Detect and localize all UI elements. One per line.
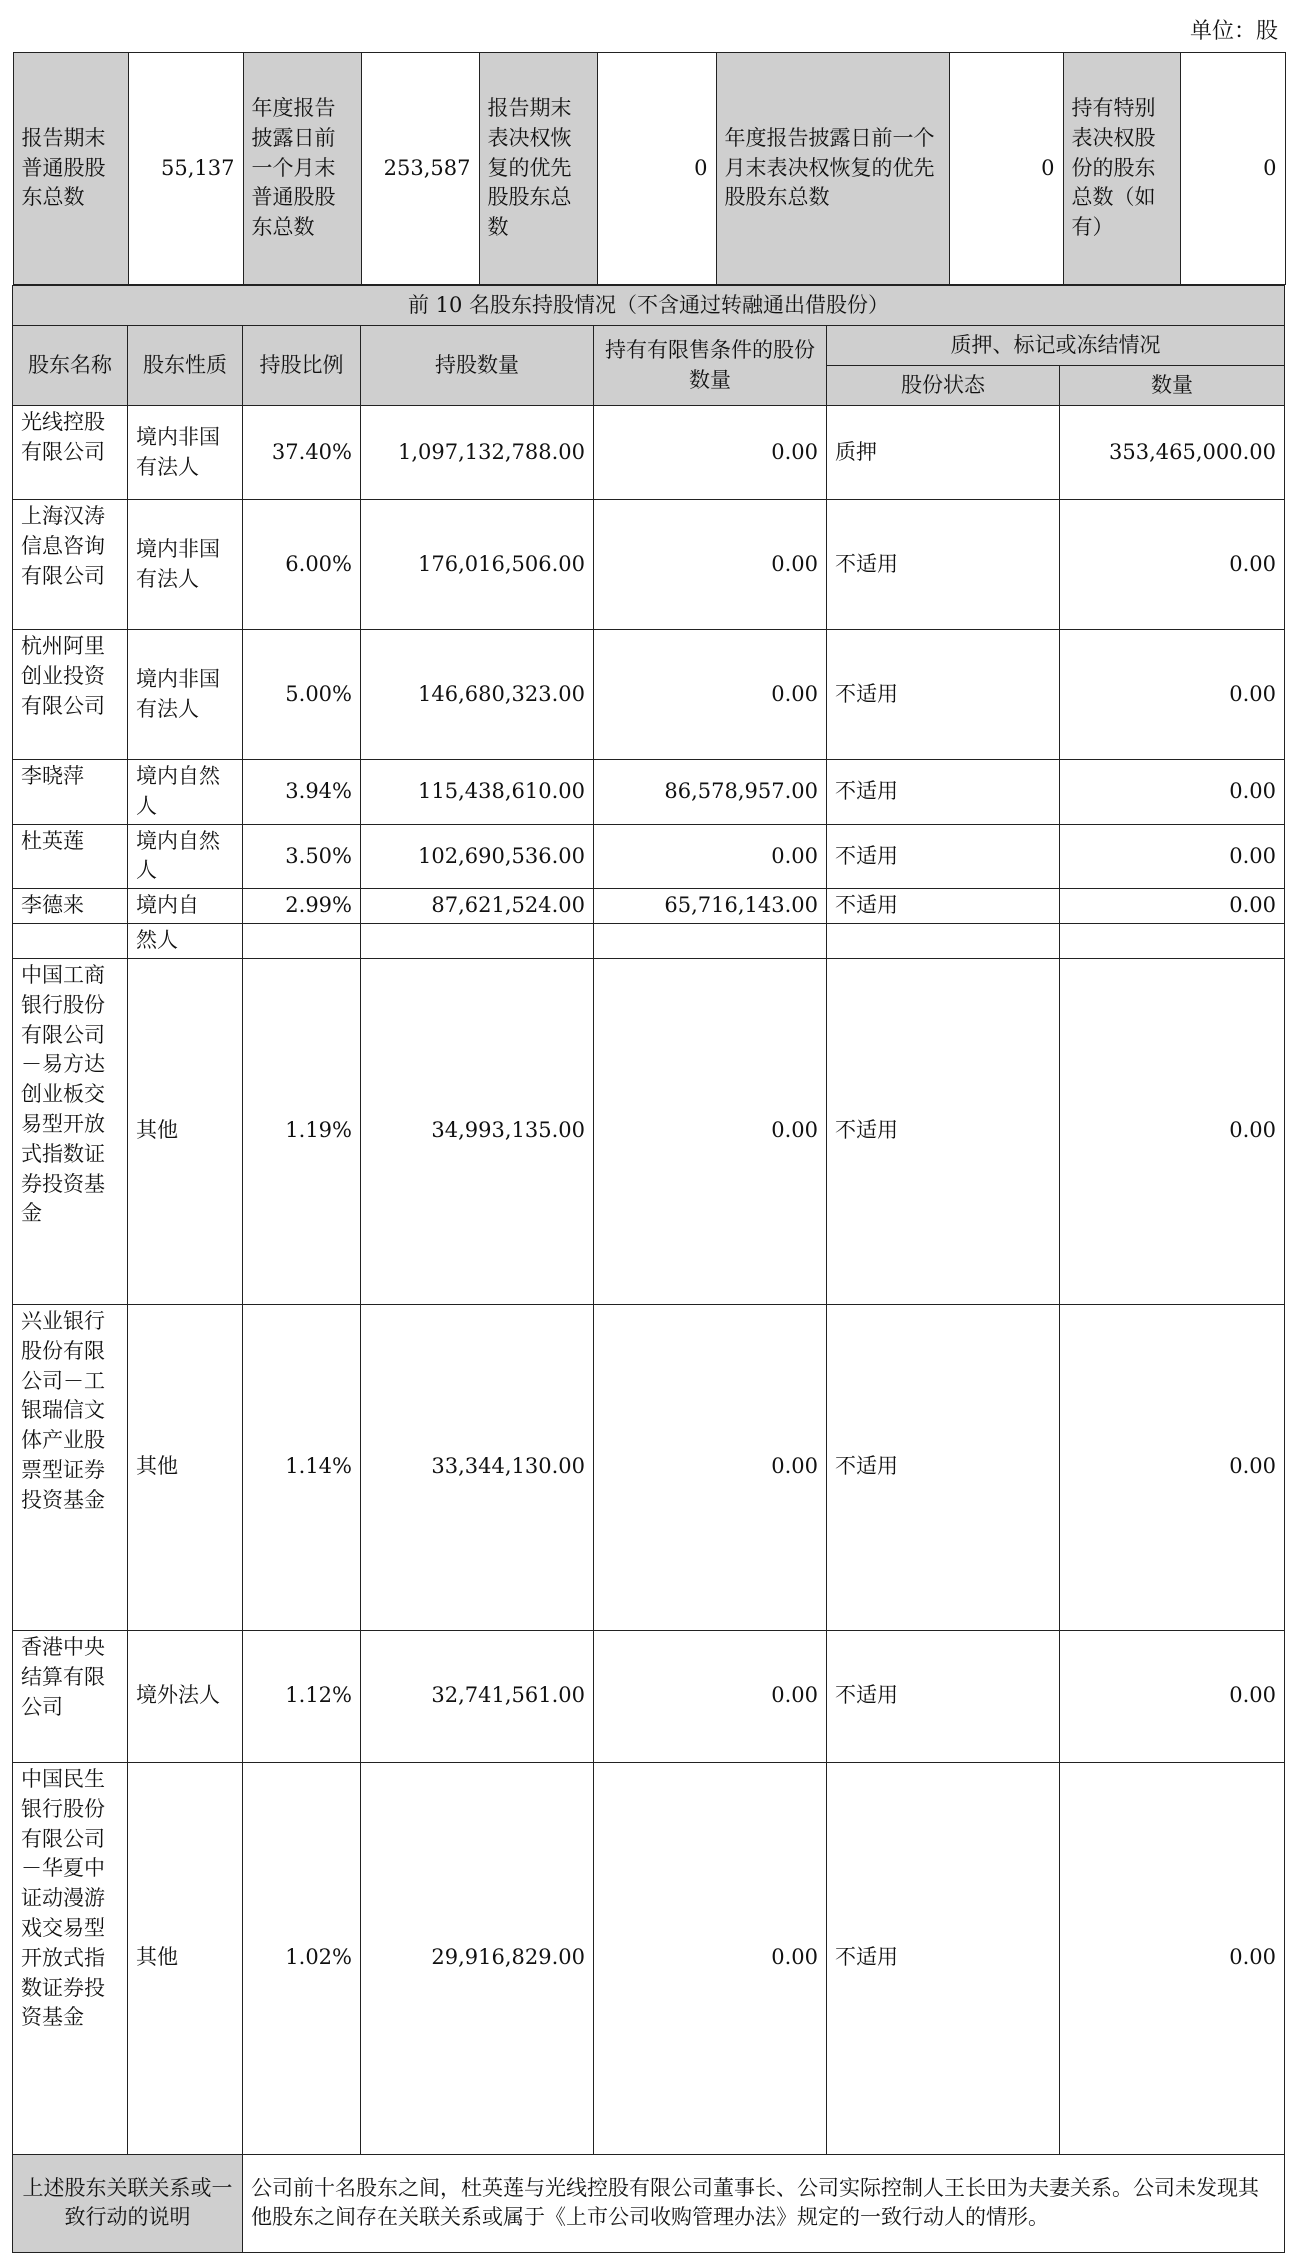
holding-quantity: 34,993,135.00 xyxy=(361,958,594,1304)
table-body xyxy=(13,52,1285,2252)
restricted-quantity: 0.00 xyxy=(594,958,827,1304)
restricted-quantity: 0.00 xyxy=(594,1304,827,1630)
related-parties-text: 公司前十名股东之间，杜英莲与光线控股有限公司董事长、公司实际控制人王长田为夫妻关系。公司未发现其他股东之间存在关联关系或属于《上市公司收购管理办法》规定的一致行动人的情形。 xyxy=(243,2154,1285,2252)
shareholder-table xyxy=(12,52,1285,2253)
shareholder-name: 上海汉涛信息咨询有限公司 xyxy=(13,500,128,630)
share-status: 不适用 xyxy=(827,1304,1060,1630)
share-status: 不适用 xyxy=(827,958,1060,1304)
restricted-quantity: 0.00 xyxy=(594,1630,827,1762)
shareholder-nature: 其他 xyxy=(128,958,243,1304)
shareholder-name: 杜英莲 xyxy=(13,824,128,889)
table-row xyxy=(13,1304,1285,1630)
share-status: 不适用 xyxy=(827,500,1060,630)
special-vote-label: 持有特别表决权股份的股东总数（如有） xyxy=(1063,53,1180,285)
restricted-quantity: 86,578,957.00 xyxy=(594,760,827,825)
unit-label: 单位：股 xyxy=(1189,19,1278,44)
share-status: 不适用 xyxy=(827,1630,1060,1762)
share-status: 不适用 xyxy=(827,824,1060,889)
shareholder-nature: 境内自然人 xyxy=(128,760,243,825)
table-row xyxy=(13,824,1285,889)
pledged-amount: 0.00 xyxy=(1060,1762,1285,2154)
pledged-amount: 0.00 xyxy=(1060,824,1285,889)
pledged-amount: 0.00 xyxy=(1060,1630,1285,1762)
shareholder-nature: 境外法人 xyxy=(128,1630,243,1762)
shareholder-nature: 境内非国有法人 xyxy=(128,406,243,500)
pledged-amount: 0.00 xyxy=(1060,760,1285,825)
shareholder-name: 李晓萍 xyxy=(13,760,128,825)
holding-quantity: 29,916,829.00 xyxy=(361,1762,594,2154)
special-vote-value: 0 xyxy=(1180,53,1285,285)
shareholder-nature: 境内非国有法人 xyxy=(128,500,243,630)
holding-ratio: 37.40% xyxy=(243,406,361,500)
section-title-row xyxy=(13,286,1285,326)
table-row xyxy=(13,760,1285,825)
holding-quantity: 146,680,323.00 xyxy=(361,630,594,760)
table-row xyxy=(13,630,1285,760)
pledged-amount: 0.00 xyxy=(1060,958,1285,1304)
holding-quantity: 176,016,506.00 xyxy=(361,500,594,630)
prev-month-common-value: 253,587 xyxy=(361,53,479,285)
header-quantity: 持股数量 xyxy=(361,326,594,406)
share-status: 不适用 xyxy=(827,630,1060,760)
share-status: 质押 xyxy=(827,406,1060,500)
share-status: 不适用 xyxy=(827,889,1060,924)
summary-table xyxy=(13,52,1286,285)
table-row xyxy=(13,958,1285,1304)
shareholder-nature: 境内自然人 xyxy=(128,824,243,889)
header-ratio: 持股比例 xyxy=(243,326,361,406)
holding-ratio: 1.12% xyxy=(243,1630,361,1762)
shareholder-nature: 其他 xyxy=(128,1304,243,1630)
shareholder-name: 李德来 xyxy=(13,889,128,924)
holding-ratio: 3.50% xyxy=(243,824,361,889)
shareholder-nature: 然人 xyxy=(128,924,243,959)
header-amount: 数量 xyxy=(1060,366,1285,406)
header-row-1 xyxy=(13,326,1285,366)
pledged-amount xyxy=(1060,924,1285,959)
related-parties-label: 上述股东关联关系或一致行动的说明 xyxy=(13,2154,243,2252)
common-holders-label: 报告期末普通股股东总数 xyxy=(13,53,128,285)
pledged-amount: 0.00 xyxy=(1060,500,1285,630)
holding-quantity: 87,621,524.00 xyxy=(361,889,594,924)
shareholder-nature: 境内自 xyxy=(128,889,243,924)
restricted-quantity: 65,716,143.00 xyxy=(594,889,827,924)
holding-quantity: 1,097,132,788.00 xyxy=(361,406,594,500)
shareholder-nature: 境内非国有法人 xyxy=(128,630,243,760)
summary-row xyxy=(13,52,1285,286)
header-pledge-group: 质押、标记或冻结情况 xyxy=(827,326,1285,366)
table-row xyxy=(13,924,1285,959)
pledged-amount: 353,465,000.00 xyxy=(1060,406,1285,500)
header-restricted: 持有有限售条件的股份数量 xyxy=(594,326,827,406)
holding-quantity: 102,690,536.00 xyxy=(361,824,594,889)
table-row xyxy=(13,1762,1285,2154)
holding-ratio: 6.00% xyxy=(243,500,361,630)
restored-pref-value: 0 xyxy=(597,53,716,285)
share-status xyxy=(827,924,1060,959)
header-status: 股份状态 xyxy=(827,366,1060,406)
prev-month-pref-label: 年度报告披露日前一个月末表决权恢复的优先股股东总数 xyxy=(716,53,949,285)
footer-row xyxy=(13,2154,1285,2252)
restricted-quantity: 0.00 xyxy=(594,630,827,760)
shareholder-name: 光线控股有限公司 xyxy=(13,406,128,500)
pledged-amount: 0.00 xyxy=(1060,630,1285,760)
shareholder-name xyxy=(13,924,128,959)
holding-ratio xyxy=(243,924,361,959)
shareholder-name: 中国民生银行股份有限公司－华夏中证动漫游戏交易型开放式指数证券投资基金 xyxy=(13,1762,128,2154)
restricted-quantity: 0.00 xyxy=(594,824,827,889)
prev-month-pref-value: 0 xyxy=(949,53,1063,285)
share-status: 不适用 xyxy=(827,760,1060,825)
shareholder-nature: 其他 xyxy=(128,1762,243,2154)
shareholder-name: 兴业银行股份有限公司－工银瑞信文体产业股票型证券投资基金 xyxy=(13,1304,128,1630)
holding-quantity xyxy=(361,924,594,959)
table-row xyxy=(13,889,1285,924)
holding-ratio: 1.14% xyxy=(243,1304,361,1630)
restricted-quantity: 0.00 xyxy=(594,1762,827,2154)
holding-ratio: 5.00% xyxy=(243,630,361,760)
holding-ratio: 3.94% xyxy=(243,760,361,825)
share-status: 不适用 xyxy=(827,1762,1060,2154)
shareholder-name: 杭州阿里创业投资有限公司 xyxy=(13,630,128,760)
holding-ratio: 1.19% xyxy=(243,958,361,1304)
pledged-amount: 0.00 xyxy=(1060,889,1285,924)
restricted-quantity: 0.00 xyxy=(594,406,827,500)
table-row xyxy=(13,1630,1285,1762)
holding-quantity: 115,438,610.00 xyxy=(361,760,594,825)
shareholder-name: 香港中央结算有限公司 xyxy=(13,1630,128,1762)
prev-month-common-label: 年度报告披露日前一个月末普通股股东总数 xyxy=(243,53,361,285)
section-title: 前 10 名股东持股情况（不含通过转融通出借股份） xyxy=(13,286,1285,326)
holding-ratio: 2.99% xyxy=(243,889,361,924)
header-name: 股东名称 xyxy=(13,326,128,406)
common-holders-value: 55,137 xyxy=(128,53,243,285)
table-row xyxy=(13,500,1285,630)
holding-quantity: 32,741,561.00 xyxy=(361,1630,594,1762)
restored-pref-label: 报告期末表决权恢复的优先股股东总数 xyxy=(479,53,597,285)
holding-quantity: 33,344,130.00 xyxy=(361,1304,594,1630)
restricted-quantity: 0.00 xyxy=(594,500,827,630)
restricted-quantity xyxy=(594,924,827,959)
table-row xyxy=(13,406,1285,500)
pledged-amount: 0.00 xyxy=(1060,1304,1285,1630)
holding-ratio: 1.02% xyxy=(243,1762,361,2154)
shareholder-name: 中国工商银行股份有限公司－易方达创业板交易型开放式指数证券投资基金 xyxy=(13,958,128,1304)
header-nature: 股东性质 xyxy=(128,326,243,406)
